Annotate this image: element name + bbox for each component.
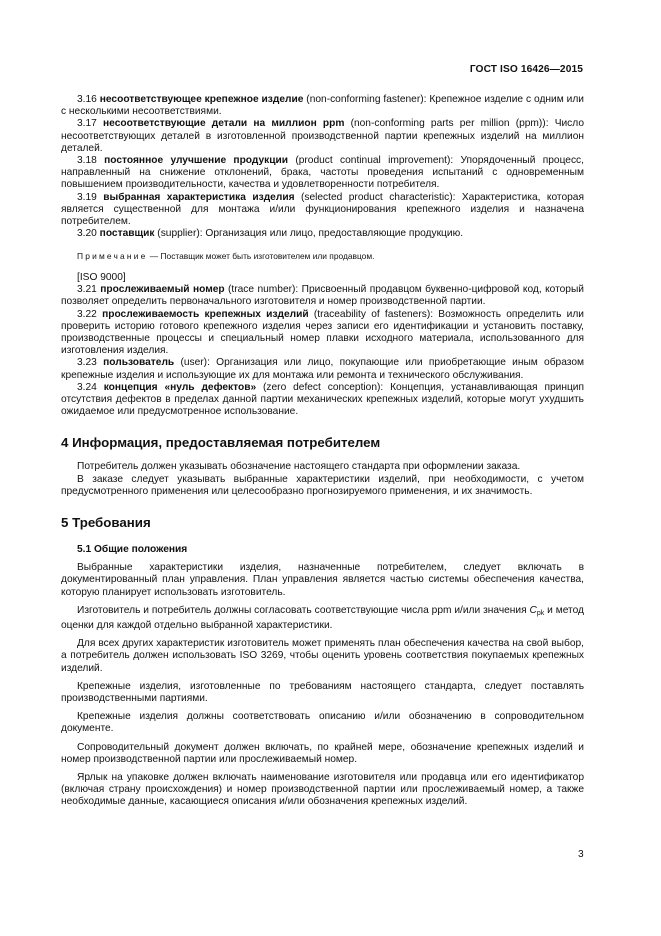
cpk-symbol: $C_{pk}$ bbox=[529, 604, 545, 617]
definition-3-18: 3.18 постоянное улучшение продукции (product continual improvement): Упорядоченный процесс, направленный на снижение отклонений, брака, частоты проведения испытаний с одновременным повышением производительности, качества и удовлетворенности потребителя. bbox=[61, 155, 584, 191]
subsection-5-1-heading: 5.1 Общие положения bbox=[77, 543, 188, 555]
definition-3-16: 3.16 несоответствующее крепежное изделие (non-conforming fastener): Крепежное изделие с одним или с несколькими несоответствиями. bbox=[61, 94, 584, 118]
definition-3-22: 3.22 прослеживаемость крепежных изделий (traceability of fasteners): Возможность определить или проверить историю готового крепежного изделия через записи его идентификации и установить поставку, производственные процессы и специальный номер плавки исходного материала, использованного для изготовления изделия. bbox=[61, 308, 585, 357]
definition-3-17: 3.17 несоответствующие детали на миллион ppm (non-conforming parts per million (ppm)): Число несоответствующих деталей в изготовленной производственной партии крепежных изделий на миллион деталей. bbox=[61, 118, 584, 154]
section-5-paragraph: Ярлык на упаковке должен включать наименование изготовителя или продавца или его идентификатор (включая страну происхождения) и номер производственной партии или прослеживаемый номер, а также необходимые данные, касающиеся описания и/или обозначения крепежных изделий. bbox=[61, 772, 584, 808]
section-5-paragraph: Крепежные изделия должны соответствовать описанию и/или обозначению в сопроводительном документе. bbox=[61, 711, 584, 735]
note: Примечание — Поставщик может быть изготовителем или продавцом. bbox=[77, 251, 375, 262]
definition-3-20: 3.20 поставщик (supplier): Организация или лицо, предоставляющие продукцию. bbox=[77, 228, 464, 240]
definition-3-19: 3.19 выбранная характеристика изделия (selected product characteristic): Характеристика, которая является существенной для монтажа и/или функционирования крепежного изделия и назначена потребителем. bbox=[61, 191, 584, 228]
definition-3-23: 3.23 пользователь (user): Организация или лицо, покупающие или приобретающие иным образом крепежные изделия и использующие их для монтажа или ремонта и технического обслуживания. bbox=[61, 357, 584, 381]
document-header: ГОСТ ISO 16426—2015 bbox=[469, 64, 583, 75]
section-4-paragraph: Потребитель должен указывать обозначение настоящего стандарта при оформлении заказа. bbox=[77, 461, 521, 473]
section-5-paragraph: Крепежные изделия, изготовленные по требованиям настоящего стандарта, следует поставлять производственными партиями. bbox=[61, 680, 584, 705]
section-4-heading: 4 Информация, предоставляемая потребителем bbox=[61, 435, 381, 451]
section-5-paragraph: Выбранные характеристики изделия, назначенные потребителем, следует включать в документированный план управления. План управления является частью системы обеспечения качества, которую планирует использовать изготовитель. bbox=[61, 562, 584, 598]
section-5-paragraph: Для всех других характеристик изготовитель может применять план обеспечения качества на свой выбор, а потребитель должен использовать ISO 3269, чтобы оценить уровень соответствия покупаемых крепежных изделий. bbox=[61, 638, 584, 674]
section-5-paragraph-cpk: Изготовитель и потребитель должны согласовать соответствующие числа ppm и/или значения $C_{pk}$ и метод оценки для каждой отдельно выбранной характеристики. bbox=[61, 604, 584, 631]
note-label: Примечание bbox=[77, 251, 148, 262]
page-number: 3 bbox=[578, 849, 584, 860]
section-5-paragraph: Сопроводительный документ должен включать, по крайней мере, обозначение крепежных изделий и номер производственной партии или прослеживаемый номер. bbox=[61, 741, 584, 765]
iso-reference: [ISO 9000] bbox=[77, 271, 126, 283]
definition-3-24: 3.24 концепция «нуль дефектов» (zero defect conception): Концепция, устанавливающая принцип отсутствия дефектов в пределах данной партии механических крепежных изделий, которые могут ухудшить ожидаемое или предусмотренное использование. bbox=[61, 381, 584, 418]
definition-3-21: 3.21 прослеживаемый номер (trace number): Присвоенный продавцом буквенно-цифровой код, который позволяет определить первоначального изготовителя и номер производственной партии. bbox=[61, 284, 584, 308]
section-4-paragraph: В заказе следует указывать выбранные характеристики изделий, при необходимости, с учетом предусмотренного применения или целесообразно прогнозируемого применения, и их значимость. bbox=[61, 473, 584, 497]
page-body bbox=[61, 94, 584, 809]
section-5-heading: 5 Требования bbox=[61, 514, 151, 530]
